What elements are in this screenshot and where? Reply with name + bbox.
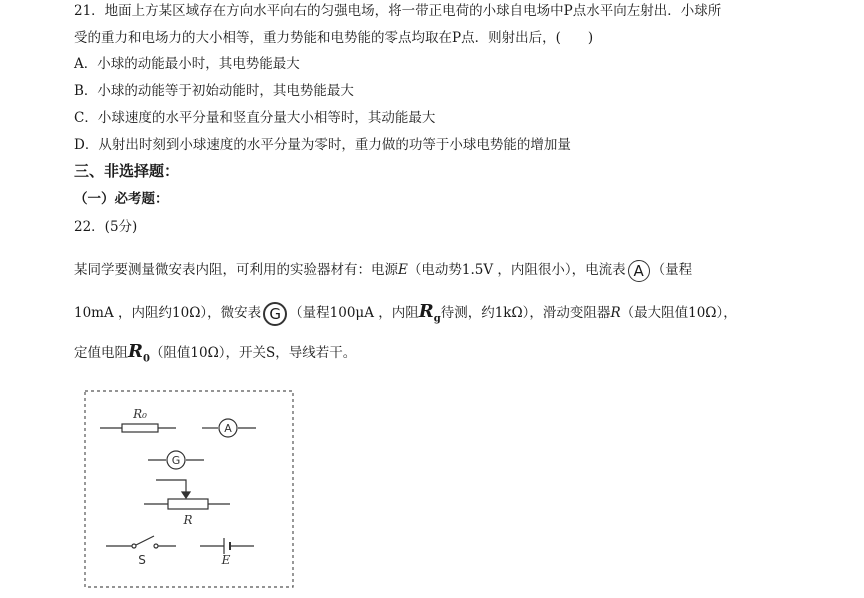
battery-label: E xyxy=(221,553,231,567)
ammeter-icon: A xyxy=(628,260,650,282)
q22-paragraph-line-2 xyxy=(74,302,737,329)
section-subtitle: （一）必考题： xyxy=(74,191,169,207)
q21-option-d: D．从射出时刻到小球速度的水平分量为零时，重力做的功等于小球电势能的增加量 xyxy=(74,137,571,153)
ammeter-label: A xyxy=(224,422,232,435)
q22-number: 22．(5分) xyxy=(74,219,138,235)
r0-symbol: $R_0$ xyxy=(128,341,150,365)
text: （阻值10Ω），开关S，导线若干。 xyxy=(149,345,357,361)
text: （最大阻值10Ω）， xyxy=(620,305,737,321)
galvanometer-label: G xyxy=(171,454,181,467)
rheostat-label: R xyxy=(183,513,193,527)
q21-option-a: A．小球的动能最小时，其电势能最大 xyxy=(74,56,300,72)
text: 待测，约1kΩ），滑动变阻器 xyxy=(440,305,611,321)
circuit-diagram xyxy=(84,390,298,592)
rg-symbol: $R_g$ xyxy=(418,301,441,325)
switch-symbol xyxy=(106,536,176,548)
dashed-border xyxy=(85,391,293,587)
section-title: 三、非选择题： xyxy=(74,162,180,180)
q22-paragraph-line-3 xyxy=(74,343,356,369)
battery-symbol xyxy=(200,538,254,554)
text: 10mA ，内阻约10Ω），微安表 xyxy=(74,305,262,321)
q21-line-2: 受的重力和电场力的大小相等，重力势能和电势能的零点均取在P点．则射出后，( ) xyxy=(74,30,594,46)
galvanometer-icon: G xyxy=(263,302,287,326)
q21-option-c: C．小球速度的水平分量和竖直分量大小相等时，其动能最大 xyxy=(74,110,436,126)
rheostat-symbol: R xyxy=(610,305,621,321)
emf-symbol: E xyxy=(398,262,408,278)
text: （量程 xyxy=(651,262,693,278)
q21-line-1: 21．地面上方某区域存在方向水平向右的匀强电场，将一带正电荷的小球自电场中P点水平向左射出．小球所 xyxy=(74,3,722,19)
text: （电动势1.5V ，内阻很小），电流表 xyxy=(407,262,626,278)
resistor-r0 xyxy=(100,424,176,432)
text: 某同学要测量微安表内阻，可利用的实验器材有：电源 xyxy=(74,262,398,278)
r0-label: R₀ xyxy=(133,407,147,421)
q21-option-b: B．小球的动能等于初始动能时，其电势能最大 xyxy=(74,83,354,99)
text: （量程100μA ，内阻 xyxy=(289,305,419,321)
text: 定值电阻 xyxy=(74,345,128,361)
q22-paragraph-line-1 xyxy=(74,260,692,282)
rheostat-symbol xyxy=(144,480,230,509)
switch-label: S xyxy=(138,553,146,567)
